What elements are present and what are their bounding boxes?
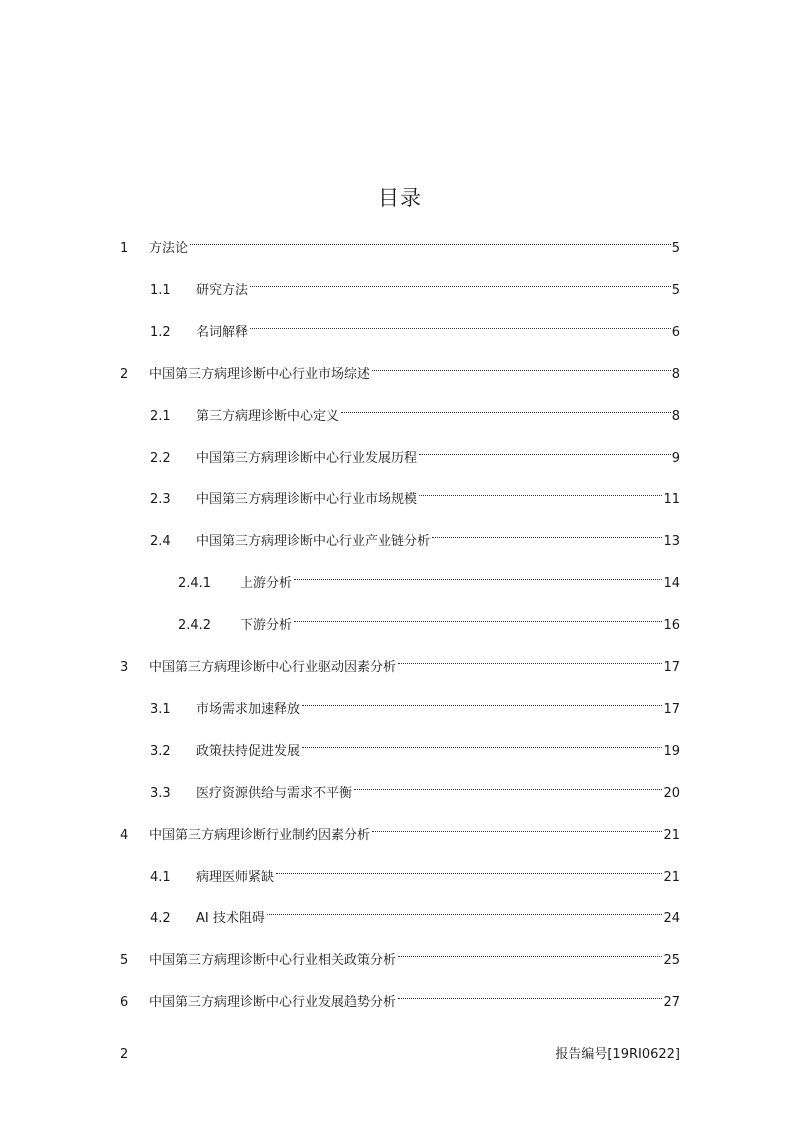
toc-entry-title: 中国第三方病理诊断中心行业市场规模 (196, 492, 418, 508)
toc-dot-leader (294, 603, 662, 629)
toc-entry[interactable] (150, 687, 680, 717)
toc-entry[interactable] (120, 352, 680, 382)
toc-dot-leader (250, 268, 671, 294)
toc-dot-leader (398, 938, 662, 964)
toc-entry-page: 17 (663, 660, 680, 675)
toc-entry-title: 研究方法 (196, 282, 249, 298)
toc-entry-title: 医疗资源供给与需求不平衡 (196, 785, 353, 801)
toc-entry-page: 16 (663, 618, 680, 634)
toc-entry-title: 名词解释 (196, 324, 249, 340)
toc-entry-page: 8 (671, 408, 680, 424)
toc-entry-title: AI 技术阻碍 (196, 911, 265, 927)
toc-entry-number: 1 (120, 241, 129, 256)
toc-dot-leader (419, 477, 662, 503)
toc-entry[interactable] (150, 519, 680, 550)
toc-dot-leader (267, 896, 663, 922)
toc-entry-page: 20 (663, 785, 680, 801)
toc-entry-page: 5 (671, 241, 680, 256)
toc-entry-title: 中国第三方病理诊断中心行业相关政策分析 (149, 953, 397, 969)
toc-entry[interactable] (150, 855, 680, 885)
toc-dot-leader (354, 771, 662, 797)
toc-entry-number: 2.2 (150, 450, 171, 466)
toc-entry[interactable] (178, 561, 680, 592)
toc-dot-leader (302, 687, 662, 713)
toc-entry-number: 6 (120, 995, 129, 1011)
toc-entry[interactable] (150, 394, 680, 424)
toc-entry-title: 上游分析 (240, 576, 293, 592)
toc-entry-title: 中国第三方病理诊断中心行业驱动因素分析 (149, 660, 397, 675)
toc-entry-number: 2.4.1 (178, 576, 212, 592)
toc-entry-page: 14 (663, 576, 680, 592)
toc-entry-number: 2.3 (150, 492, 171, 508)
toc-entry-number: 2 (120, 366, 129, 382)
toc-entry[interactable] (120, 813, 680, 843)
toc-entry-page: 21 (663, 827, 680, 843)
toc-entry-number: 5 (120, 953, 129, 969)
toc-entry-page: 8 (671, 366, 680, 382)
toc-entry-page: 21 (663, 869, 680, 885)
toc-entry-number: 3.2 (150, 743, 171, 759)
footer-page-number: 2 (120, 1047, 129, 1062)
toc-entry-number: 2.1 (150, 408, 171, 424)
toc-entry[interactable] (178, 603, 680, 634)
toc-dot-leader (372, 813, 662, 839)
toc-entry-title: 第三方病理诊断中心定义 (196, 408, 340, 424)
toc-dot-leader (398, 645, 662, 671)
toc-entry-page: 25 (663, 953, 680, 969)
toc-dot-leader (190, 226, 671, 252)
toc-entry-title: 下游分析 (240, 618, 293, 634)
toc-entry-number: 1.1 (150, 282, 171, 298)
toc-entry-title: 病理医师紧缺 (196, 869, 275, 885)
toc-entry-number: 3.3 (150, 785, 171, 801)
toc-dot-leader (398, 980, 662, 1006)
toc-entry-title: 市场需求加速释放 (196, 701, 301, 717)
toc-entry-title: 中国第三方病理诊断行业制约因素分析 (149, 827, 371, 843)
toc-entry-title: 中国第三方病理诊断中心行业发展趋势分析 (149, 995, 397, 1011)
toc-entry-page: 6 (671, 324, 680, 340)
toc-dot-leader (294, 561, 662, 587)
toc-dot-leader (372, 352, 671, 378)
toc-entry-title: 中国第三方病理诊断中心行业发展历程 (196, 450, 418, 466)
toc-entry-page: 27 (663, 995, 680, 1011)
toc-entry-number: 4.2 (150, 911, 171, 927)
toc-entry-number: 4.1 (150, 869, 171, 885)
toc-entry[interactable] (150, 477, 680, 508)
toc-entry-page: 13 (663, 534, 680, 550)
page-title: 目录 (378, 186, 422, 210)
toc-entry[interactable] (120, 938, 680, 969)
toc-entry[interactable] (120, 226, 680, 256)
toc-entry-page: 11 (663, 492, 680, 508)
toc-entry[interactable] (150, 896, 680, 927)
toc-dot-leader (302, 729, 662, 755)
toc-entry-page: 17 (663, 701, 680, 717)
toc-entry[interactable] (150, 310, 680, 340)
toc-entry[interactable] (150, 268, 680, 298)
toc-entry-title: 政策扶持促进发展 (196, 743, 301, 759)
toc-entry[interactable] (120, 980, 680, 1011)
toc-entry-title: 中国第三方病理诊断中心行业市场综述 (149, 366, 371, 382)
toc-entry-title: 中国第三方病理诊断中心行业产业链分析 (196, 534, 431, 550)
toc-entry-page: 24 (663, 911, 680, 927)
toc-entry-number: 2.4 (150, 534, 171, 550)
toc-entry-page: 9 (671, 450, 680, 466)
toc-dot-leader (341, 394, 671, 420)
toc-entry[interactable] (150, 771, 680, 801)
toc-dot-leader (419, 436, 671, 462)
toc-entry-number: 2.4.2 (178, 618, 212, 634)
toc-entry-number: 1.2 (150, 324, 171, 340)
toc-entry-page: 19 (663, 743, 680, 759)
toc-entry-page: 5 (671, 282, 680, 298)
toc-entry-title: 方法论 (149, 241, 189, 256)
toc-entry[interactable] (120, 645, 680, 675)
toc-entry[interactable] (150, 436, 680, 466)
toc-entry[interactable] (150, 729, 680, 759)
toc-entry-number: 3.1 (150, 701, 171, 717)
toc-dot-leader (250, 310, 671, 336)
footer-report-id: 报告编号[19RI0622] (555, 1047, 680, 1062)
toc-entry-number: 3 (120, 660, 129, 675)
toc-dot-leader (276, 855, 662, 881)
toc-dot-leader (432, 519, 662, 545)
toc-entry-number: 4 (120, 827, 129, 843)
